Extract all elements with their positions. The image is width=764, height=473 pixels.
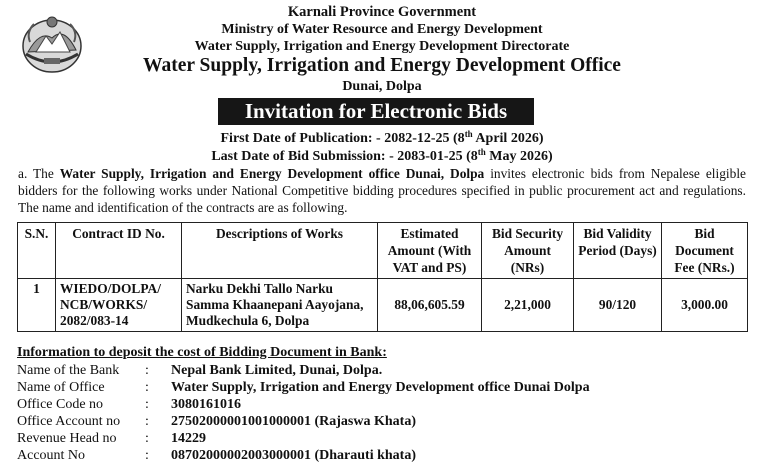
info-value: Nepal Bank Limited, Dunai, Dolpa. [171, 363, 383, 378]
works-table [17, 222, 748, 332]
info-label: Name of Office [17, 380, 105, 395]
info-colon: : [145, 448, 149, 463]
info-label: Name of the Bank [17, 363, 120, 378]
header-directorate: Water Supply, Irrigation and Energy Development Directorate [194, 39, 570, 54]
cell-description: Narku Dekhi Tallo Narku Samma Khaanepani Aayojana, Mudkechula 6, Dolpa [182, 279, 378, 332]
table-header-row [18, 223, 748, 279]
header-office: Water Supply, Irrigation and Energy Development Office [143, 55, 621, 76]
info-value: 3080161016 [171, 397, 241, 412]
info-label: Account No [17, 448, 86, 463]
last-submission-date: Last Date of Bid Submission: - 2083-01-25 (8th May 2026) [211, 147, 553, 164]
info-label: Office Account no [17, 414, 121, 429]
header-document-fee: Bid Document Fee (NRs.) [662, 223, 748, 279]
info-colon: : [145, 397, 149, 412]
info-label: Revenue Head no [17, 431, 117, 446]
invitation-banner: Invitation for Electronic Bids [218, 98, 534, 125]
intro-paragraph: a. The Water Supply, Irrigation and Energy Development office Dunai, Dolpa invites electronic bids from Nepalese eligible bidders for the following works under National Competitive bidding procedures specified in public procurement act and regulations. The name and identification of the contracts are as following. [18, 166, 746, 215]
header-description: Descriptions of Works [182, 223, 378, 279]
cell-document-fee: 3,000.00 [662, 279, 748, 332]
info-value: 08702000002003000001 (Dharauti khata) [171, 448, 417, 463]
header-province: Karnali Province Government [287, 4, 477, 20]
cell-bid-validity: 90/120 [574, 279, 662, 332]
first-publication-date: First Date of Publication: - 2082-12-25 (8th April 2026) [220, 129, 544, 146]
header-bid-validity: Bid Validity Period (Days) [574, 223, 662, 279]
cell-contract-id: WIEDO/DOLPA/ NCB/WORKS/ 2082/083-14 [56, 279, 182, 332]
header-contract-id: Contract ID No. [56, 223, 182, 279]
info-colon: : [145, 380, 149, 395]
info-value: 27502000001001000001 (Rajaswa Khata) [171, 414, 416, 429]
cell-bid-security: 2,21,000 [482, 279, 574, 332]
header-sn: S.N. [18, 223, 56, 279]
info-value: Water Supply, Irrigation and Energy Development office Dunai Dolpa [171, 380, 590, 395]
bank-info-title: Information to deposit the cost of Bidding Document in Bank: [17, 345, 387, 360]
info-colon: : [145, 414, 149, 429]
header-location: Dunai, Dolpa [342, 79, 422, 94]
info-colon: : [145, 363, 149, 378]
cell-estimated-amount: 88,06,605.59 [378, 279, 482, 332]
info-value: 14229 [171, 431, 206, 446]
header-estimated-amount: Estimated Amount (With VAT and PS) [378, 223, 482, 279]
header-ministry: Ministry of Water Resource and Energy Development [221, 22, 543, 37]
info-colon: : [145, 431, 149, 446]
cell-sn: 1 [18, 279, 56, 332]
table-row [18, 279, 748, 332]
header-bid-security: Bid Security Amount (NRs) [482, 223, 574, 279]
info-label: Office Code no [17, 397, 104, 412]
